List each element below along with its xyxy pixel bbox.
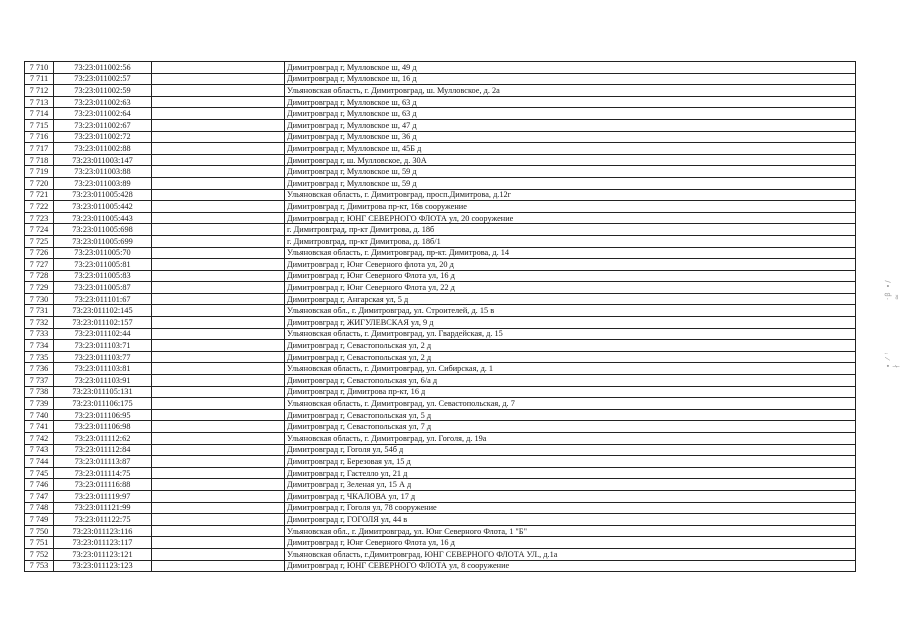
table-row bbox=[25, 386, 856, 398]
cadastral-number-cell: 73:23:011122:75 bbox=[54, 514, 152, 526]
empty-cell bbox=[152, 293, 285, 305]
empty-cell bbox=[152, 189, 285, 201]
row-number-cell: 7 714 bbox=[25, 108, 54, 120]
table-row bbox=[25, 467, 856, 479]
address-cell: Димитровград г, Мулловское ш, 59 д bbox=[285, 166, 856, 178]
address-cell: Димитровград г, ЮНГ СЕВЕРНОГО ФЛОТА ул, 8 сооружение bbox=[285, 560, 856, 572]
row-number-cell: 7 740 bbox=[25, 409, 54, 421]
table-row bbox=[25, 409, 856, 421]
empty-cell bbox=[152, 328, 285, 340]
table-row bbox=[25, 189, 856, 201]
address-cell: Димитровград г, Мулловское ш, 36 д bbox=[285, 131, 856, 143]
address-cell: Димитровград г, ш. Мулловское, д. 30А bbox=[285, 154, 856, 166]
cadastral-number-cell: 73:23:011002:67 bbox=[54, 119, 152, 131]
row-number-cell: 7 713 bbox=[25, 96, 54, 108]
row-number-cell: 7 753 bbox=[25, 560, 54, 572]
table-row bbox=[25, 108, 856, 120]
address-cell: Димитровград г, ГОГОЛЯ ул, 44 в bbox=[285, 514, 856, 526]
address-cell: Ульяновская область, г. Димитровград, ул. Гвардейская, д. 15 bbox=[285, 328, 856, 340]
empty-cell bbox=[152, 456, 285, 468]
address-cell: Димитровград г, ЮНГ СЕВЕРНОГО ФЛОТА ул, 20 сооружение bbox=[285, 212, 856, 224]
table-row bbox=[25, 201, 856, 213]
row-number-cell: 7 734 bbox=[25, 340, 54, 352]
empty-cell bbox=[152, 259, 285, 271]
table-row bbox=[25, 96, 856, 108]
row-number-cell: 7 745 bbox=[25, 467, 54, 479]
table-row bbox=[25, 537, 856, 549]
table-row bbox=[25, 235, 856, 247]
address-cell: Димитровград г, Мулловское ш, 63 д bbox=[285, 108, 856, 120]
address-cell: Димитровград г, Мулловское ш, 16 д bbox=[285, 73, 856, 85]
address-cell: Димитровград г, Мулловское ш, 47 д bbox=[285, 119, 856, 131]
address-cell: Ульяновская область, г. Димитровград, ш. Мулловское, д. 2а bbox=[285, 85, 856, 97]
empty-cell bbox=[152, 409, 285, 421]
table-row bbox=[25, 340, 856, 352]
cadastral-number-cell: 73:23:011002:64 bbox=[54, 108, 152, 120]
address-cell: Димитровград г, Димитрова пр-кт, 16 д bbox=[285, 386, 856, 398]
table-row bbox=[25, 119, 856, 131]
table-row bbox=[25, 143, 856, 155]
empty-cell bbox=[152, 467, 285, 479]
table-row bbox=[25, 247, 856, 259]
margin-scan-mark: ∙ ⁄ ꜝ ∤ bbox=[884, 351, 900, 368]
empty-cell bbox=[152, 317, 285, 329]
address-cell: Димитровград г, Юнг Северного Флота ул, 16 д bbox=[285, 270, 856, 282]
row-number-cell: 7 735 bbox=[25, 351, 54, 363]
empty-cell bbox=[152, 166, 285, 178]
empty-cell bbox=[152, 247, 285, 259]
table-row bbox=[25, 525, 856, 537]
cadastral-number-cell: 73:23:011002:59 bbox=[54, 85, 152, 97]
table-row bbox=[25, 270, 856, 282]
address-cell: Ульяновская обл., г. Димитровград, ул. Строителей, д. 15 в bbox=[285, 305, 856, 317]
cadastral-number-cell: 73:23:011106:175 bbox=[54, 398, 152, 410]
empty-cell bbox=[152, 398, 285, 410]
address-cell: Димитровград г, Мулловское ш, 59 д bbox=[285, 177, 856, 189]
address-cell: г. Димитровград, пр-кт Димитрова, д. 18б/1 bbox=[285, 235, 856, 247]
empty-cell bbox=[152, 548, 285, 560]
cadastral-number-cell: 73:23:011005:443 bbox=[54, 212, 152, 224]
table-row bbox=[25, 131, 856, 143]
address-cell: г. Димитровград, пр-кт Димитрова, д. 18б bbox=[285, 224, 856, 236]
row-number-cell: 7 748 bbox=[25, 502, 54, 514]
cadastral-number-cell: 73:23:011005:698 bbox=[54, 224, 152, 236]
cadastral-number-cell: 73:23:011005:81 bbox=[54, 259, 152, 271]
row-number-cell: 7 719 bbox=[25, 166, 54, 178]
cadastral-number-cell: 73:23:011116:88 bbox=[54, 479, 152, 491]
address-cell: Димитровград г, Юнг Северного Флота ул, 16 д bbox=[285, 537, 856, 549]
register-rows bbox=[25, 62, 856, 572]
margin-scan-mark: ·ꞵ ∙∕ ≈ bbox=[884, 279, 901, 300]
table-row bbox=[25, 421, 856, 433]
row-number-cell: 7 717 bbox=[25, 143, 54, 155]
row-number-cell: 7 738 bbox=[25, 386, 54, 398]
row-number-cell: 7 729 bbox=[25, 282, 54, 294]
table-row bbox=[25, 259, 856, 271]
cadastral-number-cell: 73:23:011002:88 bbox=[54, 143, 152, 155]
row-number-cell: 7 730 bbox=[25, 293, 54, 305]
row-number-cell: 7 752 bbox=[25, 548, 54, 560]
address-cell: Димитровград г, Гоголя ул, 78 сооружение bbox=[285, 502, 856, 514]
row-number-cell: 7 743 bbox=[25, 444, 54, 456]
row-number-cell: 7 723 bbox=[25, 212, 54, 224]
table-row bbox=[25, 560, 856, 572]
row-number-cell: 7 710 bbox=[25, 62, 54, 74]
cadastral-number-cell: 73:23:011123:116 bbox=[54, 525, 152, 537]
address-cell: Димитровград г, Ангарская ул, 5 д bbox=[285, 293, 856, 305]
empty-cell bbox=[152, 537, 285, 549]
table-row bbox=[25, 166, 856, 178]
address-cell: Димитровград г, Юнг Северного Флота ул, 22 д bbox=[285, 282, 856, 294]
row-number-cell: 7 722 bbox=[25, 201, 54, 213]
table-row bbox=[25, 548, 856, 560]
empty-cell bbox=[152, 96, 285, 108]
empty-cell bbox=[152, 375, 285, 387]
cadastral-number-cell: 73:23:011113:87 bbox=[54, 456, 152, 468]
address-cell: Ульяновская область, г.Димитровград, ЮНГ СЕВЕРНОГО ФЛОТА УЛ., д.1а bbox=[285, 548, 856, 560]
cadastral-number-cell: 73:23:011103:81 bbox=[54, 363, 152, 375]
table-row bbox=[25, 305, 856, 317]
empty-cell bbox=[152, 154, 285, 166]
empty-cell bbox=[152, 201, 285, 213]
cadastral-number-cell: 73:23:011002:56 bbox=[54, 62, 152, 74]
cadastral-number-cell: 73:23:011114:75 bbox=[54, 467, 152, 479]
cadastral-number-cell: 73:23:011105:131 bbox=[54, 386, 152, 398]
cadastral-number-cell: 73:23:011002:63 bbox=[54, 96, 152, 108]
empty-cell bbox=[152, 305, 285, 317]
address-cell: Димитровград г, Севастопольская ул, 5 д bbox=[285, 409, 856, 421]
cadastral-number-cell: 73:23:011005:699 bbox=[54, 235, 152, 247]
cadastral-number-cell: 73:23:011005:83 bbox=[54, 270, 152, 282]
row-number-cell: 7 750 bbox=[25, 525, 54, 537]
empty-cell bbox=[152, 479, 285, 491]
empty-cell bbox=[152, 525, 285, 537]
table-row bbox=[25, 398, 856, 410]
empty-cell bbox=[152, 421, 285, 433]
cadastral-number-cell: 73:23:011101:67 bbox=[54, 293, 152, 305]
empty-cell bbox=[152, 73, 285, 85]
table-row bbox=[25, 444, 856, 456]
row-number-cell: 7 724 bbox=[25, 224, 54, 236]
table-row bbox=[25, 479, 856, 491]
cadastral-number-cell: 73:23:011002:72 bbox=[54, 131, 152, 143]
empty-cell bbox=[152, 131, 285, 143]
empty-cell bbox=[152, 143, 285, 155]
table-row bbox=[25, 363, 856, 375]
address-cell: Димитровград г, Березовая ул, 15 д bbox=[285, 456, 856, 468]
address-cell: Димитровград г, Севастопольская ул, 7 д bbox=[285, 421, 856, 433]
row-number-cell: 7 718 bbox=[25, 154, 54, 166]
address-cell: Ульяновская область, г. Димитровград, ул. Севастопольская, д. 7 bbox=[285, 398, 856, 410]
cadastral-number-cell: 73:23:011102:44 bbox=[54, 328, 152, 340]
row-number-cell: 7 751 bbox=[25, 537, 54, 549]
cadastral-number-cell: 73:23:011005:70 bbox=[54, 247, 152, 259]
row-number-cell: 7 733 bbox=[25, 328, 54, 340]
property-register-table bbox=[24, 61, 856, 572]
table-row bbox=[25, 351, 856, 363]
address-cell: Димитровград г, Гоголя ул, 54б д bbox=[285, 444, 856, 456]
empty-cell bbox=[152, 502, 285, 514]
table-row bbox=[25, 73, 856, 85]
cadastral-number-cell: 73:23:011123:117 bbox=[54, 537, 152, 549]
address-cell: Димитровград г, Севастопольская ул, 2 д bbox=[285, 351, 856, 363]
row-number-cell: 7 728 bbox=[25, 270, 54, 282]
empty-cell bbox=[152, 108, 285, 120]
table-row bbox=[25, 514, 856, 526]
address-cell: Димитровград г, ЖИГУЛЕВСКАЯ ул, 9 д bbox=[285, 317, 856, 329]
table-row bbox=[25, 317, 856, 329]
table-row bbox=[25, 85, 856, 97]
empty-cell bbox=[152, 212, 285, 224]
address-cell: Димитровград г, Мулловское ш, 63 д bbox=[285, 96, 856, 108]
row-number-cell: 7 727 bbox=[25, 259, 54, 271]
table-row bbox=[25, 490, 856, 502]
row-number-cell: 7 720 bbox=[25, 177, 54, 189]
table-row bbox=[25, 456, 856, 468]
row-number-cell: 7 744 bbox=[25, 456, 54, 468]
cadastral-number-cell: 73:23:011005:428 bbox=[54, 189, 152, 201]
table-row bbox=[25, 433, 856, 445]
empty-cell bbox=[152, 340, 285, 352]
cadastral-number-cell: 73:23:011005:87 bbox=[54, 282, 152, 294]
address-cell: Ульяновская область, г. Димитровград, пр-кт. Димитрова, д. 14 bbox=[285, 247, 856, 259]
address-cell: Димитровград г, Севастопольская ул, 6/а д bbox=[285, 375, 856, 387]
table-row bbox=[25, 154, 856, 166]
empty-cell bbox=[152, 282, 285, 294]
table-row bbox=[25, 62, 856, 74]
cadastral-number-cell: 73:23:011106:95 bbox=[54, 409, 152, 421]
empty-cell bbox=[152, 386, 285, 398]
cadastral-number-cell: 73:23:011002:57 bbox=[54, 73, 152, 85]
cadastral-number-cell: 73:23:011119:97 bbox=[54, 490, 152, 502]
cadastral-number-cell: 73:23:011112:62 bbox=[54, 433, 152, 445]
cadastral-number-cell: 73:23:011103:77 bbox=[54, 351, 152, 363]
empty-cell bbox=[152, 224, 285, 236]
row-number-cell: 7 715 bbox=[25, 119, 54, 131]
address-cell: Димитровград г, Мулловское ш, 49 д bbox=[285, 62, 856, 74]
empty-cell bbox=[152, 514, 285, 526]
cadastral-number-cell: 73:23:011103:91 bbox=[54, 375, 152, 387]
row-number-cell: 7 725 bbox=[25, 235, 54, 247]
table-row bbox=[25, 328, 856, 340]
address-cell: Димитровград г, Зеленая ул, 15 А д bbox=[285, 479, 856, 491]
empty-cell bbox=[152, 560, 285, 572]
row-number-cell: 7 742 bbox=[25, 433, 54, 445]
cadastral-number-cell: 73:23:011005:442 bbox=[54, 201, 152, 213]
row-number-cell: 7 731 bbox=[25, 305, 54, 317]
address-cell: Димитровград г, Гастелло ул, 21 д bbox=[285, 467, 856, 479]
address-cell: Ульяновская область, г. Димитровград, просп.Димитрова, д.12г bbox=[285, 189, 856, 201]
row-number-cell: 7 737 bbox=[25, 375, 54, 387]
address-cell: Димитровград г, ЧКАЛОВА ул, 17 д bbox=[285, 490, 856, 502]
empty-cell bbox=[152, 351, 285, 363]
table-row bbox=[25, 177, 856, 189]
table-row bbox=[25, 375, 856, 387]
cadastral-number-cell: 73:23:011121:99 bbox=[54, 502, 152, 514]
row-number-cell: 7 741 bbox=[25, 421, 54, 433]
row-number-cell: 7 721 bbox=[25, 189, 54, 201]
address-cell: Ульяновская обл., г. Димитровград, ул. Юнг Северного Флота, 1 "Б" bbox=[285, 525, 856, 537]
empty-cell bbox=[152, 363, 285, 375]
empty-cell bbox=[152, 177, 285, 189]
address-cell: Димитровград г, Юнг Северного флота ул, 20 д bbox=[285, 259, 856, 271]
empty-cell bbox=[152, 235, 285, 247]
cadastral-number-cell: 73:23:011123:123 bbox=[54, 560, 152, 572]
row-number-cell: 7 739 bbox=[25, 398, 54, 410]
row-number-cell: 7 726 bbox=[25, 247, 54, 259]
empty-cell bbox=[152, 62, 285, 74]
table-row bbox=[25, 212, 856, 224]
row-number-cell: 7 736 bbox=[25, 363, 54, 375]
cadastral-number-cell: 73:23:011003:147 bbox=[54, 154, 152, 166]
row-number-cell: 7 732 bbox=[25, 317, 54, 329]
empty-cell bbox=[152, 270, 285, 282]
address-cell: Димитровград г, Севастопольская ул, 2 д bbox=[285, 340, 856, 352]
table-row bbox=[25, 502, 856, 514]
empty-cell bbox=[152, 85, 285, 97]
row-number-cell: 7 712 bbox=[25, 85, 54, 97]
address-cell: Димитровград г, Мулловское ш, 45Б д bbox=[285, 143, 856, 155]
cadastral-number-cell: 73:23:011003:89 bbox=[54, 177, 152, 189]
row-number-cell: 7 746 bbox=[25, 479, 54, 491]
cadastral-number-cell: 73:23:011112:84 bbox=[54, 444, 152, 456]
row-number-cell: 7 716 bbox=[25, 131, 54, 143]
table-row bbox=[25, 293, 856, 305]
cadastral-number-cell: 73:23:011103:71 bbox=[54, 340, 152, 352]
empty-cell bbox=[152, 119, 285, 131]
cadastral-number-cell: 73:23:011123:121 bbox=[54, 548, 152, 560]
empty-cell bbox=[152, 433, 285, 445]
cadastral-number-cell: 73:23:011106:98 bbox=[54, 421, 152, 433]
address-cell: Ульяновская область, г. Димитровград, ул. Гоголя, д. 19а bbox=[285, 433, 856, 445]
table-row bbox=[25, 282, 856, 294]
empty-cell bbox=[152, 444, 285, 456]
row-number-cell: 7 747 bbox=[25, 490, 54, 502]
row-number-cell: 7 711 bbox=[25, 73, 54, 85]
address-cell: Ульяновская область, г. Димитровград, ул. Сибирская, д. 1 bbox=[285, 363, 856, 375]
row-number-cell: 7 749 bbox=[25, 514, 54, 526]
cadastral-number-cell: 73:23:011102:157 bbox=[54, 317, 152, 329]
cadastral-number-cell: 73:23:011003:88 bbox=[54, 166, 152, 178]
table-row bbox=[25, 224, 856, 236]
address-cell: Димитровград г, Димитрова пр-кт, 16в сооружение bbox=[285, 201, 856, 213]
cadastral-number-cell: 73:23:011102:145 bbox=[54, 305, 152, 317]
empty-cell bbox=[152, 490, 285, 502]
